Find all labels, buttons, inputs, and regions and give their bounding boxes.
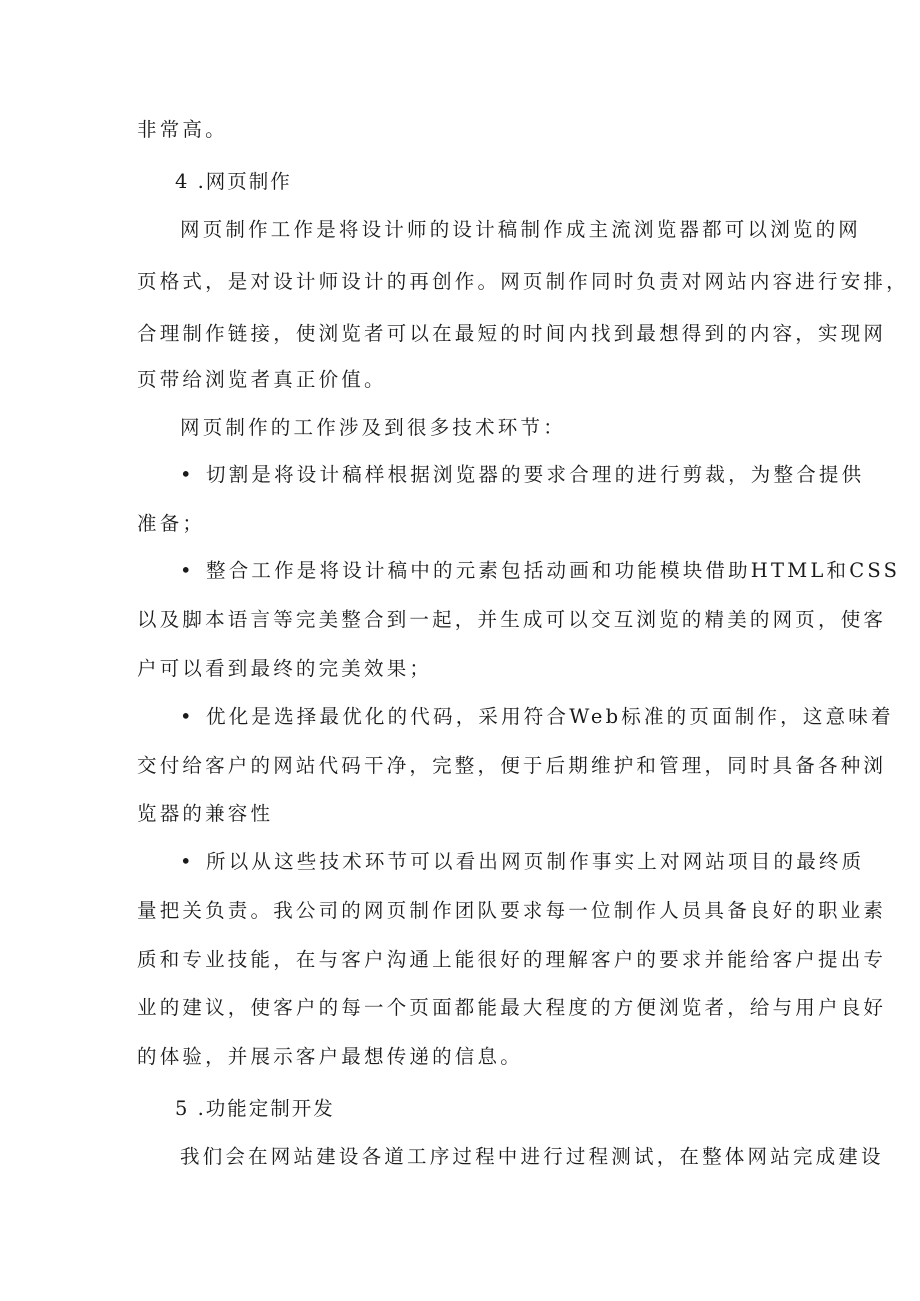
paragraph-line: 质和专业技能，在与客户沟通上能很好的理解客户的要求并能给客户提出专 [137, 948, 887, 971]
paragraph-line: 非常高。 [137, 118, 228, 141]
paragraph-line: 页带给浏览者真正价值。 [137, 368, 387, 391]
paragraph-line: 以及脚本语言等完美整合到一起，并生成可以交互浏览的精美的网页，使客 [137, 608, 887, 631]
bullet-icon: • [180, 463, 192, 486]
paragraph-line: 户可以看到最终的完美效果； [137, 657, 433, 680]
bullet-icon: • [180, 705, 192, 728]
section-heading-web-production: 4 .网页制作 [175, 170, 292, 193]
paragraph-line: 网页制作的工作涉及到很多技术环节： [180, 416, 566, 439]
bullet-icon: • [180, 850, 192, 873]
bullet-item-line: • 切割是将设计稿样根据浏览器的要求合理的进行剪裁，为整合提供 [180, 457, 787, 493]
paragraph-line: 合理制作链接，使浏览者可以在最短的时间内找到最想得到的内容，实现网 [137, 322, 887, 345]
paragraph-line: 准备； [137, 512, 206, 535]
section-heading-custom-development: 5 .功能定制开发 [175, 1097, 335, 1120]
paragraph-line: 业的建议，使客户的每一个页面都能最大程度的方便浏览者，给与用户良好 [137, 996, 887, 1019]
paragraph-line: 我们会在网站建设各道工序过程中进行过程测试，在整体网站完成建设 [180, 1145, 884, 1168]
paragraph-line: 页格式，是对设计师设计的再创作。网页制作同时负责对网站内容进行安排， [137, 270, 909, 293]
paragraph-line: 量把关负责。我公司的网页制作团队要求每一位制作人员具备良好的职业素 [137, 899, 887, 922]
bullet-item-line: • 所以从这些技术环节可以看出网页制作事实上对网站项目的最终质 [180, 844, 787, 880]
paragraph-line: 的体验，并展示客户最想传递的信息。 [137, 1045, 523, 1068]
bullet-icon: • [180, 559, 192, 582]
paragraph-line: 交付给客户的网站代码干净，完整，便于后期维护和管理，同时具备各种浏 [137, 754, 887, 777]
bullet-item-line: • 优化是选择最优化的代码，采用符合Web标准的页面制作，这意味着 [180, 699, 787, 735]
paragraph-line: 网页制作工作是将设计师的设计稿制作成主流浏览器都可以浏览的网 [180, 218, 862, 241]
bullet-item-line: • 整合工作是将设计稿中的元素包括动画和功能模块借助HTML和CSS [180, 553, 787, 589]
paragraph-line: 览器的兼容性 [137, 802, 274, 825]
